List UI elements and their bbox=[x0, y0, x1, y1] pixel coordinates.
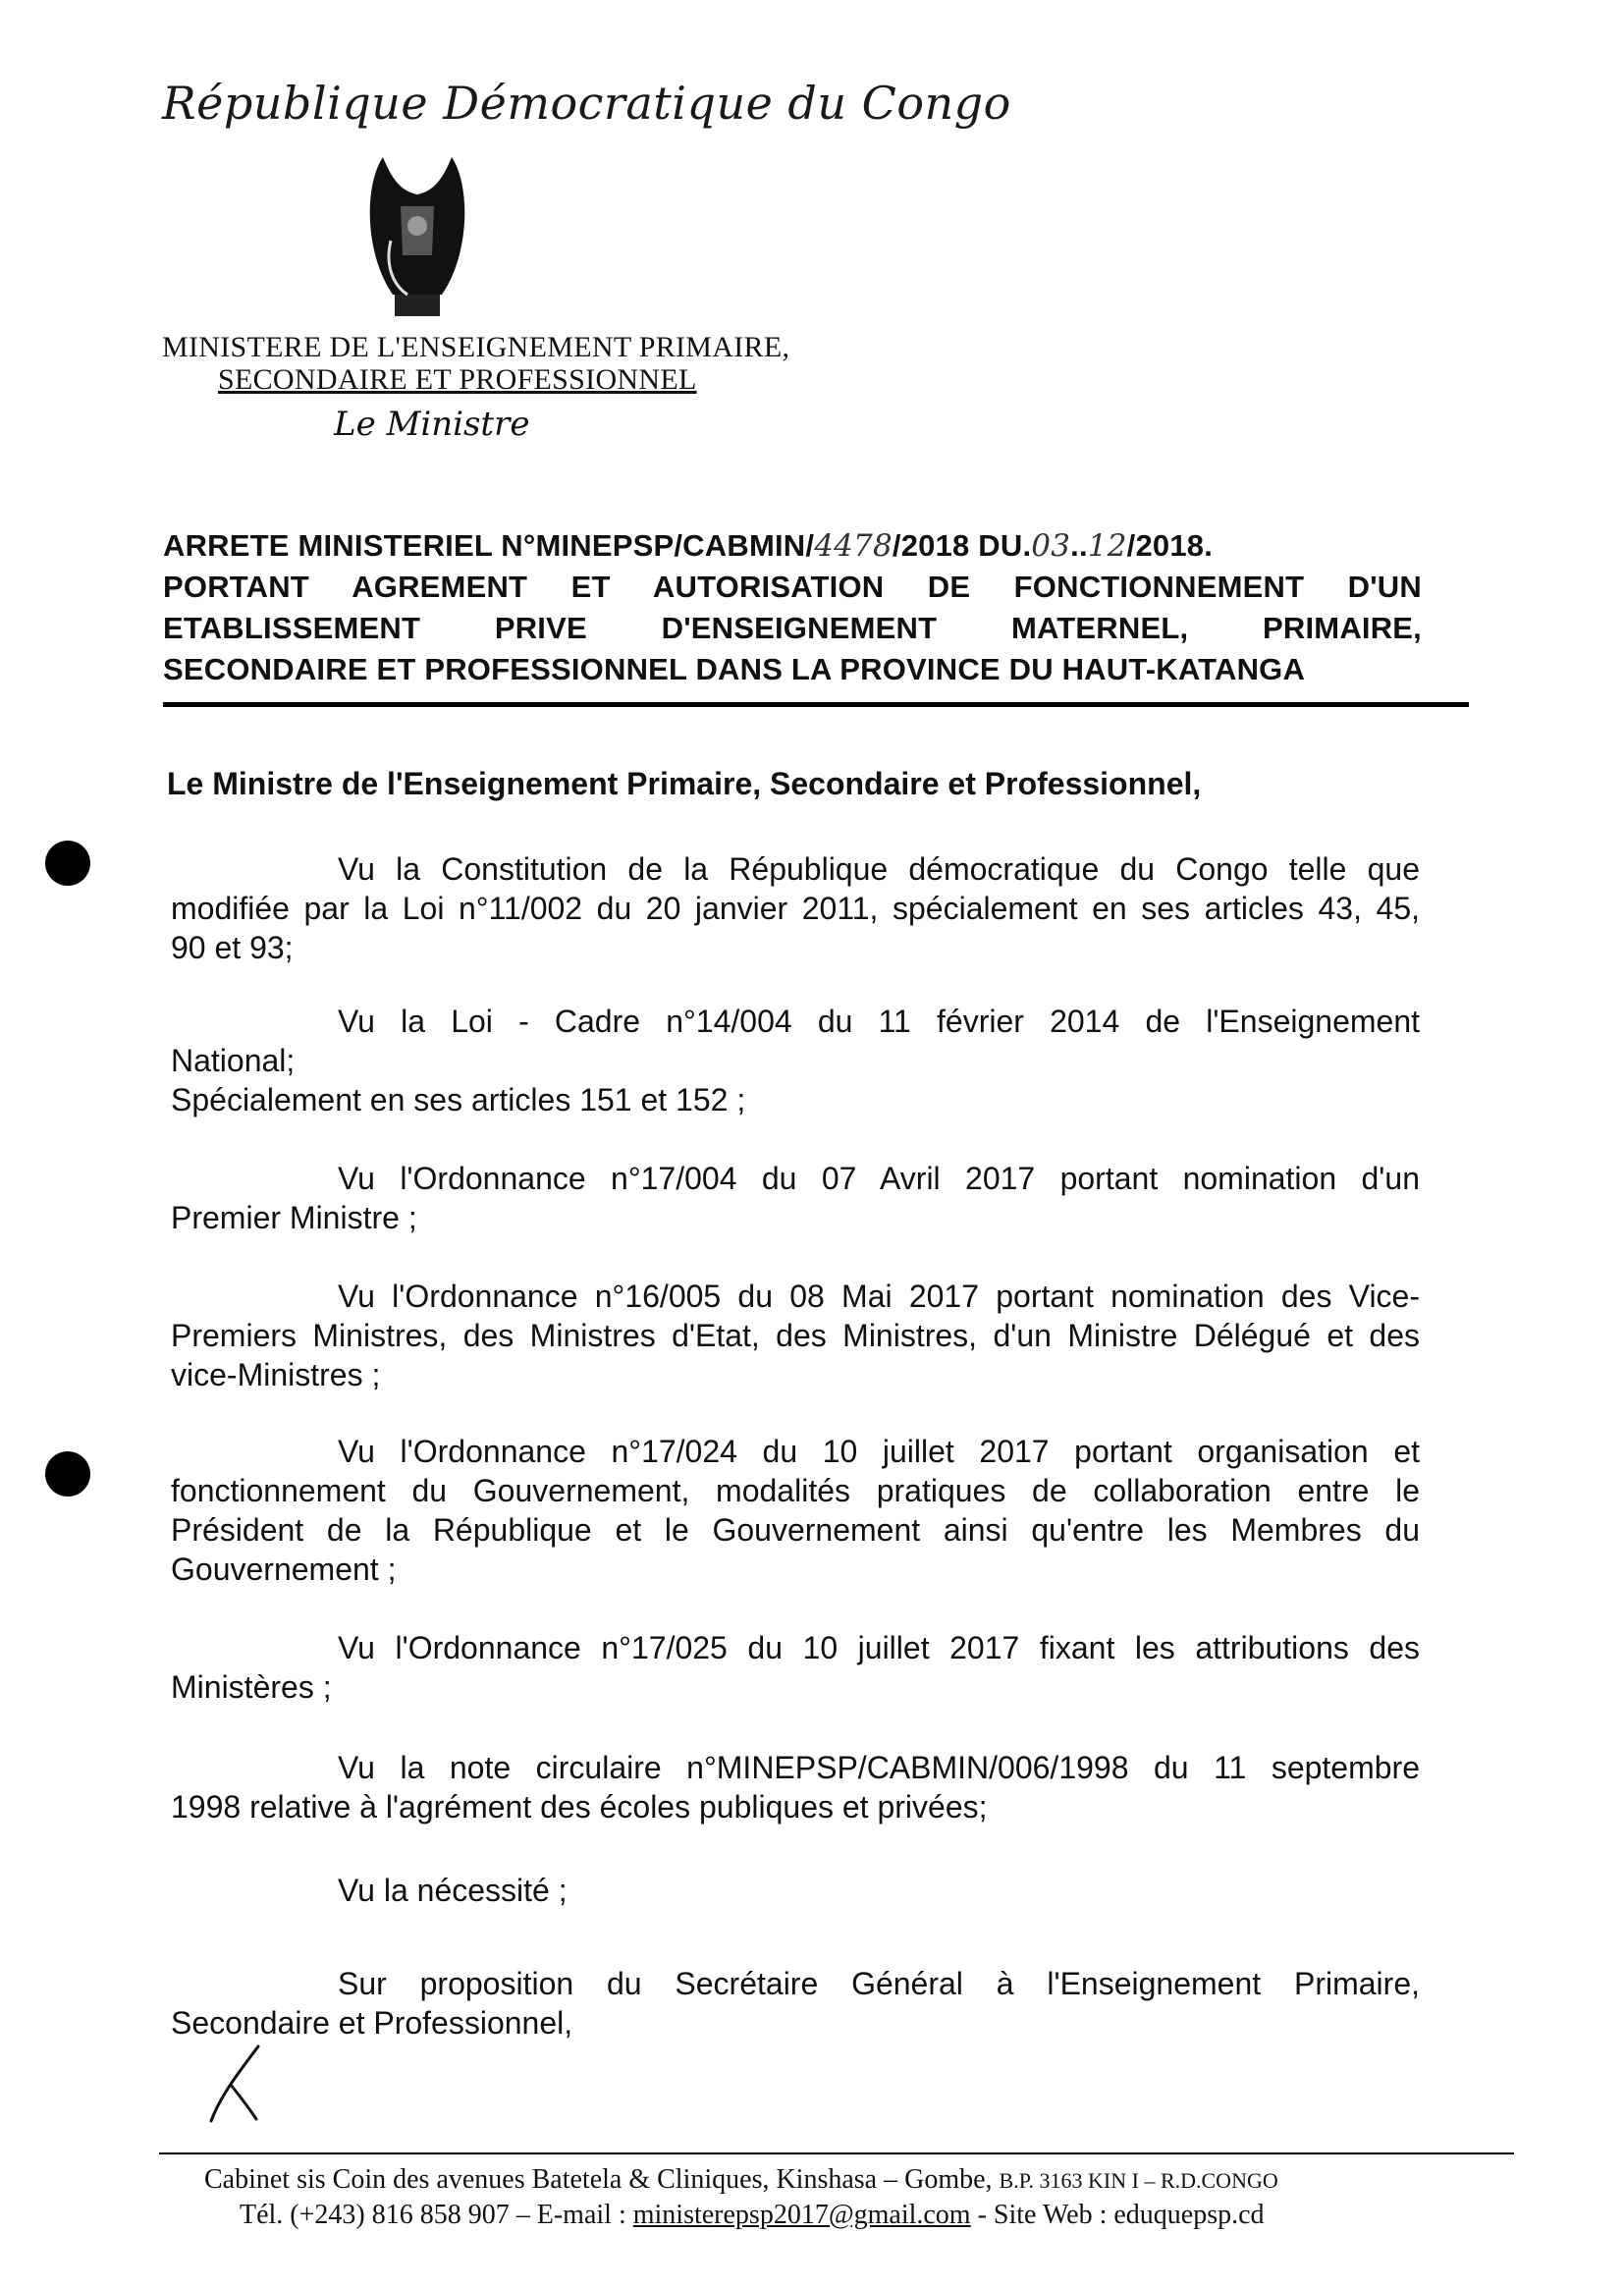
paragraph-loi-cadre: Vu la Loi - Cadre n°14/004 du 11 février 2014 de l'Enseignement National; Spécialement en ses articles 151 et 152 ; bbox=[171, 1004, 1420, 1117]
paragraph-necessite: Vu la nécessité ; bbox=[338, 1873, 568, 1908]
coat-of-arms-emblem bbox=[363, 147, 471, 324]
addressee-heading: Le Ministre de l'Enseignement Primaire, Secondaire et Professionnel, bbox=[167, 766, 1202, 801]
handwritten-initial-mark bbox=[201, 2041, 270, 2129]
handwritten-decree-number: 4478 bbox=[814, 528, 893, 564]
email-link[interactable]: ministerepsp2017@gmail.com bbox=[632, 2200, 971, 2230]
paragraph-ordonnance-premier-ministre: Vu l'Ordonnance n°17/004 du 07 Avril 2017 portant nomination d'un Premier Ministre ; bbox=[171, 1161, 1420, 1235]
footer-divider bbox=[159, 2152, 1514, 2154]
paragraph-note-circulaire: Vu la note circulaire n°MINEPSP/CABMIN/006/1998 du 11 septembre 1998 relative à l'agrément des écoles publiques et privées; bbox=[171, 1750, 1420, 1825]
decree-title-line4: SECONDAIRE ET PROFESSIONNEL DANS LA PROVINCE DU HAUT-KATANGA bbox=[163, 652, 1306, 686]
decree-title bbox=[163, 525, 1422, 690]
footer-contact: Tél. (+243) 816 858 907 – E-mail : ministerepsp2017@gmail.com - Site Web : eduquepsp.cd bbox=[240, 2200, 1265, 2230]
republic-heading: République Démocratique du Congo bbox=[162, 77, 1011, 130]
paragraph-proposition: Sur proposition du Secrétaire Général à l'Enseignement Primaire, Secondaire et Professionnel, bbox=[171, 1966, 1420, 2041]
handwritten-day: 03 bbox=[1031, 528, 1071, 564]
decree-title-line1: ARRETE MINISTERIEL N°MINEPSP/CABMIN/4478/2018 DU.03..12/2018. bbox=[163, 528, 1214, 564]
decree-title-line3: ETABLISSEMENT PRIVE D'ENSEIGNEMENT MATERNEL, PRIMAIRE, bbox=[163, 611, 1422, 645]
punch-hole-mark bbox=[45, 1451, 90, 1497]
paragraph-ordonnance-gouvernement: Vu l'Ordonnance n°17/024 du 10 juillet 2017 portant organisation et fonctionnement du Gouvernement, modalités pratiques de collaboration entre le Président de la République et le Gouvernement ainsi qu'entre les Membres du Gouvernement ; bbox=[171, 1434, 1420, 1587]
footer-address: Cabinet sis Coin des avenues Batetela & Cliniques, Kinshasa – Gombe, B.P. 3163 KIN I – R.D.CONGO bbox=[204, 2164, 1278, 2195]
minister-title: Le Ministre bbox=[334, 405, 530, 444]
ministry-name-line2: SECONDAIRE ET PROFESSIONNEL bbox=[218, 363, 697, 396]
title-underline bbox=[163, 702, 1469, 707]
paragraph-ordonnance-attributions: Vu l'Ordonnance n°17/025 du 10 juillet 2017 fixant les attributions des Ministères ; bbox=[171, 1630, 1420, 1705]
ministry-name-line1: MINISTERE DE L'ENSEIGNEMENT PRIMAIRE, bbox=[162, 331, 790, 363]
handwritten-month: 12 bbox=[1087, 528, 1127, 564]
paragraph-ordonnance-ministres: Vu l'Ordonnance n°16/005 du 08 Mai 2017 portant nomination des Vice- Premiers Ministres, des Ministres d'Etat, des Ministres, d'un Ministre Délégué et des vice-Ministres ; bbox=[171, 1279, 1420, 1392]
punch-hole-mark bbox=[45, 841, 90, 886]
paragraph-constitution: Vu la Constitution de la République démocratique du Congo telle que modifiée par la Loi n°11/002 du 20 janvier 2011, spécialement en ses articles 43, 45, 90 et 93; bbox=[171, 851, 1420, 965]
decree-title-line2: PORTANT AGREMENT ET AUTORISATION DE FONCTIONNEMENT D'UN bbox=[163, 570, 1422, 604]
